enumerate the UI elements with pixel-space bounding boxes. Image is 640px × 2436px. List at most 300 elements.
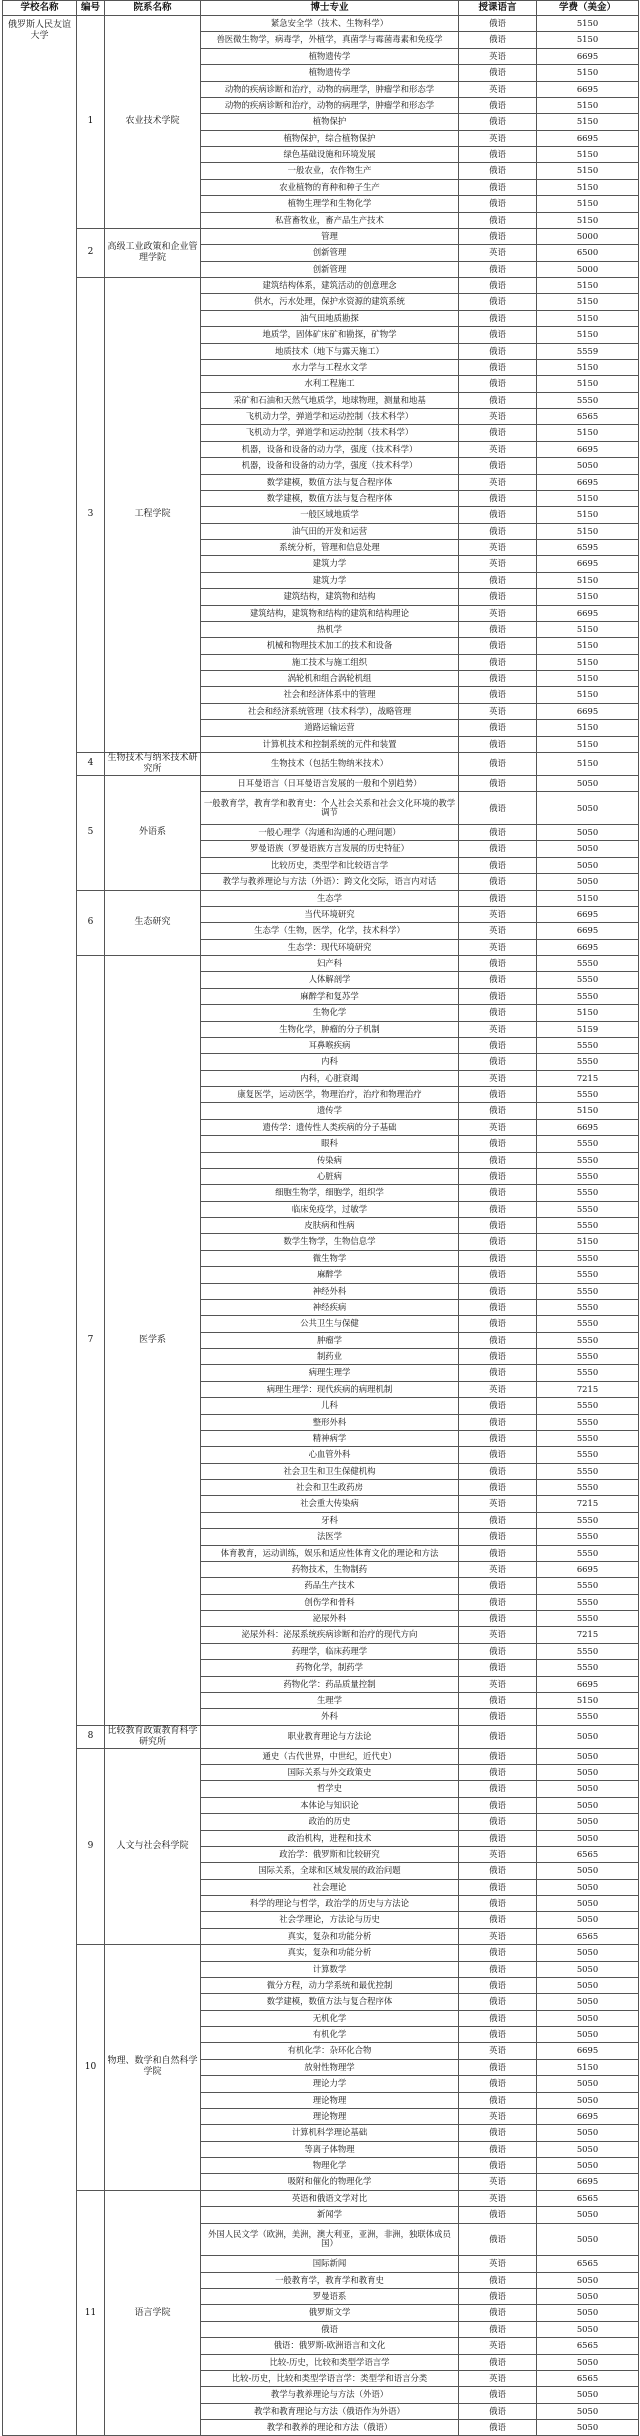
major-cell: 政治机构，进程和技术 <box>201 1830 459 1846</box>
major-cell: 科学的理论与哲学，政治学的历史与方法论 <box>201 1896 459 1912</box>
language-cell: 俄语 <box>459 1349 537 1365</box>
fee-cell: 5150 <box>537 687 639 703</box>
fee-cell: 5050 <box>537 2223 639 2256</box>
language-cell: 俄语 <box>459 857 537 873</box>
table-row <box>3 1748 639 1764</box>
major-cell: 生态学：现代环境研究 <box>201 939 459 955</box>
major-cell: 遗传学：遗传性人类疾病的分子基础 <box>201 1119 459 1135</box>
header-faculty: 院系名称 <box>105 1 201 16</box>
major-cell: 数学生物学，生物信息学 <box>201 1234 459 1250</box>
fee-cell: 6565 <box>537 2256 639 2272</box>
language-cell: 俄语 <box>459 736 537 752</box>
fee-cell: 7215 <box>537 1627 639 1643</box>
fee-cell: 5550 <box>537 956 639 972</box>
fee-cell: 5150 <box>537 736 639 752</box>
major-cell: 教学和教育理论与方法（俄语作为外语） <box>201 2403 459 2419</box>
language-cell: 俄语 <box>459 114 537 130</box>
fee-cell: 5150 <box>537 671 639 687</box>
fee-cell: 6695 <box>537 81 639 97</box>
fee-cell: 5150 <box>537 752 639 775</box>
tuition-table <box>2 0 639 2436</box>
fee-cell: 5150 <box>537 507 639 523</box>
language-cell: 俄语 <box>459 2125 537 2141</box>
major-cell: 日耳曼语言（日耳曼语言发展的一般和个别趋势） <box>201 775 459 791</box>
fee-cell: 5050 <box>537 2387 639 2403</box>
major-cell: 一般区域地质学 <box>201 507 459 523</box>
language-cell: 俄语 <box>459 1218 537 1234</box>
major-cell: 临床免疫学，过敏学 <box>201 1201 459 1217</box>
major-cell: 农业植物的育种和种子生产 <box>201 179 459 195</box>
major-cell: 兽医微生物学，病毒学，外植学，真菌学与霉菌毒素和免疫学 <box>201 32 459 48</box>
major-cell: 私营畜牧业，畜产品生产技术 <box>201 212 459 228</box>
language-cell: 俄语 <box>459 376 537 392</box>
fee-cell: 5550 <box>537 1316 639 1332</box>
language-cell: 俄语 <box>459 2321 537 2337</box>
fee-cell: 5050 <box>537 1977 639 1993</box>
major-cell: 数学建模，数值方法与复合程序体 <box>201 1994 459 2010</box>
fee-cell: 6695 <box>537 906 639 922</box>
table-row <box>3 1725 639 1748</box>
fee-cell: 5050 <box>537 1863 639 1879</box>
major-cell: 植物保护，综合植物保护 <box>201 130 459 146</box>
table-row <box>3 16 639 32</box>
language-cell: 俄语 <box>459 1087 537 1103</box>
language-cell: 俄语 <box>459 179 537 195</box>
major-cell: 神经外科 <box>201 1283 459 1299</box>
major-cell: 真实，复杂和功能分析 <box>201 1945 459 1961</box>
fee-cell: 5550 <box>537 1578 639 1594</box>
major-cell: 整形外科 <box>201 1414 459 1430</box>
faculty-number: 6 <box>77 890 105 956</box>
major-cell: 外科 <box>201 1709 459 1725</box>
table-row <box>3 775 639 791</box>
language-cell: 俄语 <box>459 2027 537 2043</box>
language-cell: 俄语 <box>459 1529 537 1545</box>
fee-cell: 5550 <box>537 1414 639 1430</box>
major-cell: 创新管理 <box>201 261 459 277</box>
fee-cell: 5550 <box>537 1660 639 1676</box>
fee-cell: 5050 <box>537 2354 639 2370</box>
fee-cell: 6695 <box>537 130 639 146</box>
major-cell: 机器，设备和设备的动力学，强度（技术科学） <box>201 441 459 457</box>
language-cell: 俄语 <box>459 2289 537 2305</box>
language-cell: 俄语 <box>459 490 537 506</box>
language-cell: 俄语 <box>459 654 537 670</box>
major-cell: 公共卫生与保健 <box>201 1316 459 1332</box>
fee-cell: 5150 <box>537 425 639 441</box>
major-cell: 内科，心脏衰竭 <box>201 1070 459 1086</box>
major-cell: 教学与教养理论与方法（外语） <box>201 2387 459 2403</box>
fee-cell: 5550 <box>537 1087 639 1103</box>
table-row <box>3 278 639 294</box>
fee-cell: 5550 <box>537 1185 639 1201</box>
language-cell: 俄语 <box>459 1765 537 1781</box>
language-cell: 俄语 <box>459 1414 537 1430</box>
language-cell: 俄语 <box>459 1709 537 1725</box>
major-cell: 生理学 <box>201 1692 459 1708</box>
language-cell: 俄语 <box>459 523 537 539</box>
major-cell: 飞机动力学，弹道学和运动控制（技术科学） <box>201 425 459 441</box>
fee-cell: 5550 <box>537 1054 639 1070</box>
language-cell: 俄语 <box>459 841 537 857</box>
faculty-number: 1 <box>77 16 105 229</box>
fee-cell: 5550 <box>537 1365 639 1381</box>
language-cell: 俄语 <box>459 1267 537 1283</box>
major-cell: 心脏病 <box>201 1168 459 1184</box>
fee-cell: 5150 <box>537 163 639 179</box>
language-cell: 俄语 <box>459 1054 537 1070</box>
language-cell: 俄语 <box>459 1250 537 1266</box>
fee-cell: 5550 <box>537 1611 639 1627</box>
fee-cell: 5150 <box>537 147 639 163</box>
fee-cell: 5550 <box>537 1037 639 1053</box>
fee-cell: 5050 <box>537 2272 639 2288</box>
major-cell: 植物保护 <box>201 114 459 130</box>
language-cell: 俄语 <box>459 32 537 48</box>
language-cell: 俄语 <box>459 1447 537 1463</box>
language-cell: 英语 <box>459 2370 537 2386</box>
major-cell: 妇产科 <box>201 956 459 972</box>
language-cell: 俄语 <box>459 1781 537 1797</box>
major-cell: 药理学，临床药理学 <box>201 1643 459 1659</box>
table-row <box>3 2190 639 2206</box>
language-cell: 俄语 <box>459 2272 537 2288</box>
fee-cell: 5550 <box>537 392 639 408</box>
language-cell: 英语 <box>459 923 537 939</box>
fee-cell: 5050 <box>537 2158 639 2174</box>
major-cell: 涡轮机和组合涡轮机组 <box>201 671 459 687</box>
faculty-number: 11 <box>77 2190 105 2436</box>
language-cell: 俄语 <box>459 1299 537 1315</box>
language-cell: 英语 <box>459 441 537 457</box>
fee-cell: 5050 <box>537 1896 639 1912</box>
language-cell: 俄语 <box>459 1896 537 1912</box>
fee-cell: 5050 <box>537 1912 639 1928</box>
language-cell: 俄语 <box>459 589 537 605</box>
fee-cell: 5550 <box>537 1267 639 1283</box>
fee-cell: 6695 <box>537 48 639 64</box>
fee-cell: 5550 <box>537 1643 639 1659</box>
fee-cell: 5150 <box>537 890 639 906</box>
language-cell: 俄语 <box>459 261 537 277</box>
major-cell: 国际关系与外交政策史 <box>201 1765 459 1781</box>
major-cell: 有机化学：杂环化合物 <box>201 2043 459 2059</box>
language-cell: 俄语 <box>459 638 537 654</box>
language-cell: 俄语 <box>459 1660 537 1676</box>
language-cell: 俄语 <box>459 1863 537 1879</box>
faculty-number: 10 <box>77 1945 105 2191</box>
language-cell: 俄语 <box>459 1748 537 1764</box>
language-cell: 俄语 <box>459 294 537 310</box>
language-cell: 俄语 <box>459 2207 537 2223</box>
fee-cell: 5150 <box>537 179 639 195</box>
language-cell: 俄语 <box>459 792 537 825</box>
fee-cell: 7215 <box>537 1496 639 1512</box>
language-cell: 俄语 <box>459 1611 537 1627</box>
fee-cell: 6695 <box>537 1676 639 1692</box>
fee-cell: 6695 <box>537 2043 639 2059</box>
language-cell: 俄语 <box>459 1692 537 1708</box>
fee-cell: 5150 <box>537 523 639 539</box>
table-body <box>3 16 639 2436</box>
fee-cell: 5150 <box>537 589 639 605</box>
faculty-name: 人文与社会科学院 <box>105 1748 201 1945</box>
fee-cell: 5150 <box>537 32 639 48</box>
language-cell: 俄语 <box>459 1961 537 1977</box>
major-cell: 地质技术（地下与露天施工） <box>201 343 459 359</box>
fee-cell: 5550 <box>537 1398 639 1414</box>
major-cell: 教学与教养理论与方法（外语）：跨文化交际，语言内对话 <box>201 874 459 890</box>
fee-cell: 5050 <box>537 2076 639 2092</box>
major-cell: 动物的疾病诊断和治疗，动物的病理学，肿瘤学和形态学 <box>201 97 459 113</box>
language-cell: 俄语 <box>459 956 537 972</box>
fee-cell: 6695 <box>537 939 639 955</box>
language-cell: 俄语 <box>459 1365 537 1381</box>
major-cell: 生物技术（包括生物纳米技术） <box>201 752 459 775</box>
fee-cell: 5550 <box>537 1250 639 1266</box>
fee-cell: 5150 <box>537 376 639 392</box>
major-cell: 理论力学 <box>201 2076 459 2092</box>
language-cell: 英语 <box>459 1021 537 1037</box>
language-cell: 俄语 <box>459 1152 537 1168</box>
fee-cell: 5050 <box>537 857 639 873</box>
language-cell: 英语 <box>459 1627 537 1643</box>
major-cell: 油气田地质勘探 <box>201 310 459 326</box>
language-cell: 俄语 <box>459 1994 537 2010</box>
major-cell: 皮肤病和性病 <box>201 1218 459 1234</box>
major-cell: 社会理论 <box>201 1879 459 1895</box>
language-cell: 英语 <box>459 2108 537 2124</box>
language-cell: 俄语 <box>459 359 537 375</box>
fee-cell: 5050 <box>537 2207 639 2223</box>
major-cell: 植物生理学和生物化学 <box>201 196 459 212</box>
language-cell: 俄语 <box>459 1005 537 1021</box>
major-cell: 热机学 <box>201 621 459 637</box>
major-cell: 儿科 <box>201 1398 459 1414</box>
fee-cell: 7215 <box>537 1381 639 1397</box>
major-cell: 一般教育学，教育学和教育史：个人社会关系和社会文化环境的教学调节 <box>201 792 459 825</box>
major-cell: 创伤学和骨科 <box>201 1594 459 1610</box>
table-row <box>3 956 639 972</box>
major-cell: 麻醉学 <box>201 1267 459 1283</box>
major-cell: 遗传学 <box>201 1103 459 1119</box>
major-cell: 泌尿外科 <box>201 1611 459 1627</box>
fee-cell: 5050 <box>537 1748 639 1764</box>
language-cell: 俄语 <box>459 327 537 343</box>
major-cell: 数学建模，数值方法与复合程序体 <box>201 474 459 490</box>
fee-cell: 6565 <box>537 1846 639 1862</box>
language-cell: 俄语 <box>459 392 537 408</box>
major-cell: 制药业 <box>201 1349 459 1365</box>
table-row <box>3 228 639 244</box>
major-cell: 施工技术与施工组织 <box>201 654 459 670</box>
major-cell: 绿色基础设施和环境发展 <box>201 147 459 163</box>
fee-cell: 6695 <box>537 441 639 457</box>
major-cell: 理论物理 <box>201 2092 459 2108</box>
faculty-name: 生物技术与纳米技术研究所 <box>105 752 201 775</box>
faculty-number: 9 <box>77 1748 105 1945</box>
language-cell: 俄语 <box>459 278 537 294</box>
language-cell: 英语 <box>459 2338 537 2354</box>
fee-cell: 6500 <box>537 245 639 261</box>
major-cell: 吸附和催化的物理化学 <box>201 2174 459 2190</box>
fee-cell: 6695 <box>537 2174 639 2190</box>
language-cell: 英语 <box>459 81 537 97</box>
major-cell: 药物化学，制药学 <box>201 1660 459 1676</box>
language-cell: 英语 <box>459 1381 537 1397</box>
language-cell: 俄语 <box>459 671 537 687</box>
fee-cell: 5550 <box>537 1152 639 1168</box>
language-cell: 俄语 <box>459 687 537 703</box>
major-cell: 新闻学 <box>201 2207 459 2223</box>
language-cell: 英语 <box>459 1846 537 1862</box>
language-cell: 俄语 <box>459 1512 537 1528</box>
table-row <box>3 890 639 906</box>
language-cell: 英语 <box>459 1561 537 1577</box>
language-cell: 俄语 <box>459 1201 537 1217</box>
faculty-number: 4 <box>77 752 105 775</box>
language-cell: 俄语 <box>459 196 537 212</box>
language-cell: 俄语 <box>459 2158 537 2174</box>
faculty-number: 7 <box>77 956 105 1726</box>
fee-cell: 5150 <box>537 310 639 326</box>
major-cell: 计算机科学理论基础 <box>201 2125 459 2141</box>
major-cell: 计算数学 <box>201 1961 459 1977</box>
fee-cell: 6695 <box>537 1119 639 1135</box>
language-cell: 英语 <box>459 2043 537 2059</box>
major-cell: 物理化学 <box>201 2158 459 2174</box>
major-cell: 康复医学，运动医学，物理治疗，治疗和物理治疗 <box>201 1087 459 1103</box>
major-cell: 真实，复杂和功能分析 <box>201 1928 459 1944</box>
major-cell: 社会和经济体系中的管理 <box>201 687 459 703</box>
language-cell: 俄语 <box>459 1912 537 1928</box>
fee-cell: 5050 <box>537 1765 639 1781</box>
major-cell: 建筑结构，建筑物和结构 <box>201 589 459 605</box>
major-cell: 社会和卫生政药房 <box>201 1480 459 1496</box>
major-cell: 药物化学：药品质量控制 <box>201 1676 459 1692</box>
major-cell: 病理生理学：现代疾病的病理机制 <box>201 1381 459 1397</box>
major-cell: 当代环境研究 <box>201 906 459 922</box>
language-cell: 俄语 <box>459 2354 537 2370</box>
language-cell: 俄语 <box>459 310 537 326</box>
language-cell: 俄语 <box>459 1185 537 1201</box>
language-cell: 俄语 <box>459 65 537 81</box>
fee-cell: 6695 <box>537 474 639 490</box>
major-cell: 政治学：俄罗斯和比较研究 <box>201 1846 459 1862</box>
fee-cell: 6565 <box>537 2370 639 2386</box>
major-cell: 供水，污水处理，保护水资源的建筑系统 <box>201 294 459 310</box>
faculty-number: 5 <box>77 775 105 890</box>
major-cell: 机械和物理技术加工的技术和设备 <box>201 638 459 654</box>
major-cell: 耳鼻喉疾病 <box>201 1037 459 1053</box>
language-cell: 俄语 <box>459 1594 537 1610</box>
major-cell: 麻醉学和复苏学 <box>201 988 459 1004</box>
fee-cell: 5050 <box>537 1961 639 1977</box>
fee-cell: 5150 <box>537 327 639 343</box>
fee-cell: 5050 <box>537 2321 639 2337</box>
language-cell: 英语 <box>459 1070 537 1086</box>
major-cell: 数学建模，数值方法与复合程序体 <box>201 490 459 506</box>
fee-cell: 5150 <box>537 359 639 375</box>
fee-cell: 5050 <box>537 841 639 857</box>
fee-cell: 5550 <box>537 1201 639 1217</box>
language-cell: 俄语 <box>459 1725 537 1748</box>
major-cell: 管理 <box>201 228 459 244</box>
language-cell: 俄语 <box>459 874 537 890</box>
fee-cell: 5550 <box>537 1594 639 1610</box>
language-cell: 俄语 <box>459 890 537 906</box>
major-cell: 社会卫生和卫生保健机构 <box>201 1463 459 1479</box>
major-cell: 计算机技术和控制系统的元件和装置 <box>201 736 459 752</box>
major-cell: 精神病学 <box>201 1430 459 1446</box>
fee-cell: 5550 <box>537 1463 639 1479</box>
fee-cell: 5000 <box>537 261 639 277</box>
major-cell: 植物遗传学 <box>201 65 459 81</box>
fee-cell: 5050 <box>537 1781 639 1797</box>
fee-cell: 5159 <box>537 1021 639 1037</box>
faculty-number: 2 <box>77 228 105 277</box>
major-cell: 比较历史，类型学和比较语言学 <box>201 857 459 873</box>
faculty-name: 外语系 <box>105 775 201 890</box>
major-cell: 体育教育，运动训练，娱乐和适应性体育文化的理论和方法 <box>201 1545 459 1561</box>
major-cell: 罗曼语族（罗曼语族方言发展的历史特征） <box>201 841 459 857</box>
language-cell: 英语 <box>459 48 537 64</box>
language-cell: 俄语 <box>459 458 537 474</box>
major-cell: 比较-历史，比较和类型学语言学 <box>201 2354 459 2370</box>
header-school: 学校名称 <box>3 1 77 16</box>
faculty-number: 8 <box>77 1725 105 1748</box>
language-cell: 俄语 <box>459 1103 537 1119</box>
fee-cell: 6695 <box>537 605 639 621</box>
header-language: 授课语言 <box>459 1 537 16</box>
language-cell: 俄语 <box>459 1480 537 1496</box>
faculty-name: 生态研究 <box>105 890 201 956</box>
language-cell: 俄语 <box>459 1814 537 1830</box>
major-cell: 俄语 <box>201 2321 459 2337</box>
major-cell: 国际关系，全球和区域发展的政治问题 <box>201 1863 459 1879</box>
language-cell: 英语 <box>459 939 537 955</box>
major-cell: 一般心理学（沟通和沟通的心理问题） <box>201 825 459 841</box>
major-cell: 微分方程，动力学系统和最优控制 <box>201 1977 459 1993</box>
language-cell: 英语 <box>459 245 537 261</box>
major-cell: 传染病 <box>201 1152 459 1168</box>
language-cell: 俄语 <box>459 752 537 775</box>
fee-cell: 5050 <box>537 825 639 841</box>
fee-cell: 5050 <box>537 792 639 825</box>
fee-cell: 6695 <box>537 703 639 719</box>
major-cell: 肿瘤学 <box>201 1332 459 1348</box>
major-cell: 创新管理 <box>201 245 459 261</box>
fee-cell: 5550 <box>537 1299 639 1315</box>
header-number: 编号 <box>77 1 105 16</box>
fee-cell: 5550 <box>537 1447 639 1463</box>
language-cell: 俄语 <box>459 1332 537 1348</box>
fee-cell: 5150 <box>537 196 639 212</box>
language-cell: 俄语 <box>459 212 537 228</box>
major-cell: 动物的疾病诊断和治疗，动物的病理学，肿瘤学和形态学 <box>201 81 459 97</box>
major-cell: 水力学与工程水文学 <box>201 359 459 375</box>
major-cell: 生物化学 <box>201 1005 459 1021</box>
fee-cell: 5150 <box>537 2059 639 2075</box>
major-cell: 职业教育理论与方法论 <box>201 1725 459 1748</box>
language-cell: 俄语 <box>459 1037 537 1053</box>
header-row <box>3 1 639 16</box>
major-cell: 俄语：俄罗斯-欧洲语言和文化 <box>201 2338 459 2354</box>
language-cell: 俄语 <box>459 507 537 523</box>
major-cell: 细胞生物学，细胞学，组织学 <box>201 1185 459 1201</box>
major-cell: 一般农业，农作物生产 <box>201 163 459 179</box>
fee-cell: 5050 <box>537 2305 639 2321</box>
